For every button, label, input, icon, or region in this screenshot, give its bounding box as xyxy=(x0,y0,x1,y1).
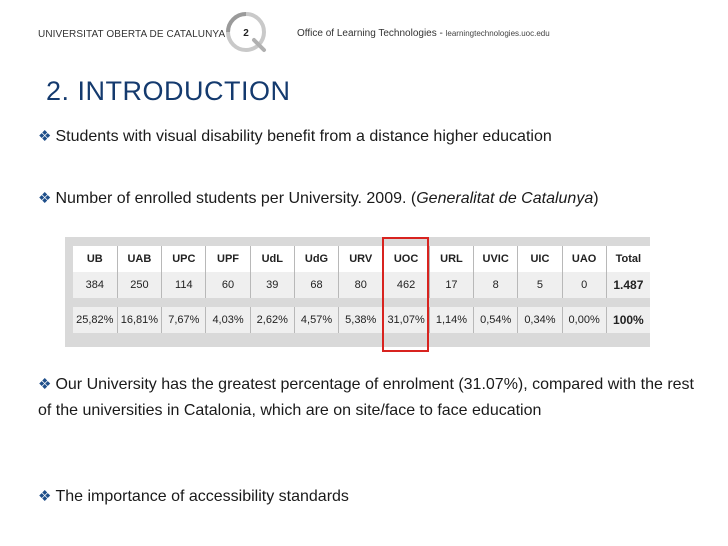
bullet-text: Students with visual disability benefit from a distance higher education xyxy=(55,128,552,145)
table-header-cell: UdL xyxy=(251,246,295,272)
bullet-accessibility-standards xyxy=(38,484,349,510)
office-name xyxy=(297,28,550,39)
table-percent-cell: 25,82% xyxy=(73,307,118,333)
table-gap-cell xyxy=(162,298,206,307)
table-gap-cell xyxy=(518,298,562,307)
table-gap-cell xyxy=(251,298,295,307)
enrolment-table-image xyxy=(65,237,650,347)
table-count-cell: 462 xyxy=(383,272,429,298)
slide-header xyxy=(0,0,728,72)
table-count-cell: 114 xyxy=(162,272,206,298)
table-percent-cell: 0,54% xyxy=(474,307,518,333)
table-header-cell: UVIC xyxy=(474,246,518,272)
table-percent-cell: 7,67% xyxy=(162,307,206,333)
table-gap-cell xyxy=(118,298,163,307)
table-gap-row xyxy=(73,298,650,307)
diamond-bullet-icon: ❖ xyxy=(38,376,52,393)
table-count-cell: 80 xyxy=(339,272,383,298)
table-gap-cell xyxy=(73,298,118,307)
table-header-cell: UB xyxy=(73,246,118,272)
table-percent-cell: 5,38% xyxy=(339,307,383,333)
table-count-cell: 250 xyxy=(118,272,163,298)
table-header-cell: UIC xyxy=(518,246,562,272)
table-percent-cell: 1,14% xyxy=(430,307,474,333)
table-gap-cell xyxy=(474,298,518,307)
table-header-row xyxy=(73,246,650,272)
table-percent-cell: 4,03% xyxy=(206,307,250,333)
table-count-cell: 0 xyxy=(563,272,607,298)
table-gap-cell xyxy=(430,298,474,307)
table-count-cell: 8 xyxy=(474,272,518,298)
table-gap-cell xyxy=(607,298,650,307)
table-header-cell: UAB xyxy=(118,246,163,272)
table-count-cell: 384 xyxy=(73,272,118,298)
table-count-cell: 68 xyxy=(295,272,339,298)
diamond-bullet-icon: ❖ xyxy=(38,128,52,145)
table-count-cell: 1.487 xyxy=(607,272,650,298)
slide-title: 2. INTRODUCTION xyxy=(46,76,291,106)
table-header-cell: URL xyxy=(430,246,474,272)
table-header-cell: UPF xyxy=(206,246,250,272)
table-percent-cell: 0,00% xyxy=(563,307,607,333)
bullet-text: Our University has the greatest percentage of enrolment (31.07%), compared with the rest of the universities in Catalonia, which are on site/face to face education xyxy=(38,376,694,419)
diamond-bullet-icon: ❖ xyxy=(38,190,52,207)
university-name: UNIVERSITAT OBERTA DE CATALUNYA xyxy=(38,29,226,40)
table-percent-cell: 2,62% xyxy=(251,307,295,333)
table-percent-cell: 0,34% xyxy=(518,307,562,333)
page-number: 2 xyxy=(243,28,249,39)
uoc-highlight-box xyxy=(382,237,429,352)
bullet-enrolled-students xyxy=(38,186,599,212)
table-percent-cell: 4,57% xyxy=(295,307,339,333)
table-count-cell: 17 xyxy=(430,272,474,298)
table-header-cell: UAO xyxy=(563,246,607,272)
table-percent-cell: 31,07% xyxy=(383,307,429,333)
table-gap-cell xyxy=(339,298,383,307)
bullet-visual-disability xyxy=(38,124,552,150)
bullet-greatest-percentage xyxy=(38,372,698,424)
table-header-cell: UPC xyxy=(162,246,206,272)
table-count-cell: 60 xyxy=(206,272,250,298)
table-gap-cell xyxy=(563,298,607,307)
bullet-text: The importance of accessibility standards xyxy=(55,488,349,505)
bullet-close: ) xyxy=(593,190,599,207)
table-header-cell: Total xyxy=(607,246,650,272)
table-header-cell: URV xyxy=(339,246,383,272)
office-label: Office of Learning Technologies - xyxy=(297,28,446,39)
table-gap-cell xyxy=(206,298,250,307)
office-website: learningtechnologies.uoc.edu xyxy=(445,29,550,38)
table-percent-row xyxy=(73,307,650,333)
table-header-cell: UOC xyxy=(383,246,429,272)
bullet-text: Number of enrolled students per University. 2009. ( xyxy=(55,190,417,207)
bullet-source: Generalitat de Catalunya xyxy=(416,190,594,207)
enrolment-table xyxy=(73,246,650,333)
table-count-row xyxy=(73,272,650,298)
table-count-cell: 39 xyxy=(251,272,295,298)
table-percent-cell: 16,81% xyxy=(118,307,163,333)
diamond-bullet-icon: ❖ xyxy=(38,488,52,505)
table-percent-cell: 100% xyxy=(607,307,650,333)
table-gap-cell xyxy=(295,298,339,307)
table-header-cell: UdG xyxy=(295,246,339,272)
table-count-cell: 5 xyxy=(518,272,562,298)
